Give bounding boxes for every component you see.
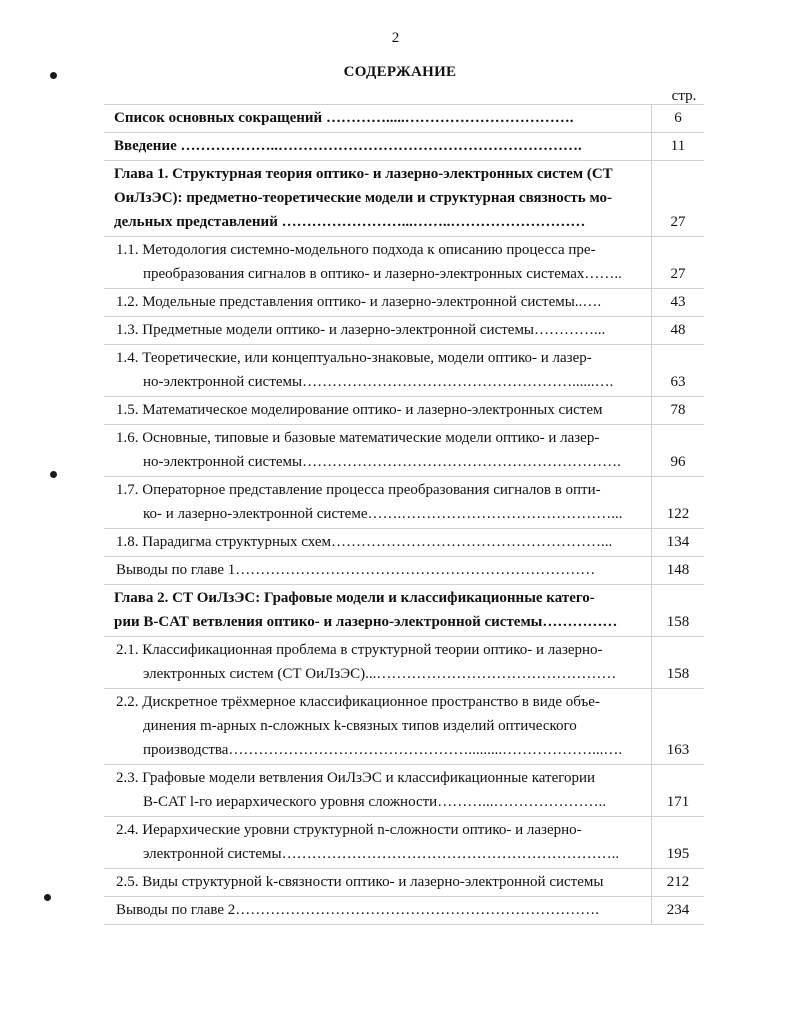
toc-entry-line: Введение ………………..……………………………………………………. bbox=[114, 138, 582, 154]
toc-row bbox=[104, 105, 704, 133]
toc-entry-line: 1.1. Методология системно-модельного подхода к описанию процесса пре- bbox=[116, 242, 596, 258]
toc-entry bbox=[104, 133, 652, 161]
toc-entry bbox=[104, 817, 652, 869]
toc-entry-line: 1.6. Основные, типовые и базовые математические модели оптико- и лазер- bbox=[116, 430, 600, 446]
toc-entry-line: электронных систем (СТ ОиЛзЭС)...………………………………………… bbox=[143, 666, 617, 682]
toc-entry-line: динения m-арных n-сложных k-связных типов изделий оптического bbox=[143, 718, 577, 734]
toc-entry-line: преобразования сигналов в оптико- и лазерно-электронных системах…….. bbox=[143, 266, 622, 282]
toc-entry bbox=[104, 637, 652, 689]
toc-row bbox=[104, 397, 704, 425]
toc-page-number: 96 bbox=[652, 425, 705, 477]
toc-page-number: 11 bbox=[652, 133, 705, 161]
toc-row bbox=[104, 133, 704, 161]
toc-row bbox=[104, 477, 704, 529]
toc-entry bbox=[104, 477, 652, 529]
toc-row bbox=[104, 289, 704, 317]
toc-entry bbox=[104, 689, 652, 765]
toc-row bbox=[104, 237, 704, 289]
toc-entry-line: Глава 2. СТ ОиЛзЭС: Графовые модели и классификационные катего- bbox=[114, 590, 595, 606]
toc-entry-line: 1.7. Операторное представление процесса преобразования сигналов в опти- bbox=[116, 482, 601, 498]
toc-page-number: 27 bbox=[652, 237, 705, 289]
toc-entry bbox=[104, 585, 652, 637]
toc-page-number: 234 bbox=[652, 897, 705, 925]
toc-page-number: 195 bbox=[652, 817, 705, 869]
toc-entry bbox=[104, 317, 652, 345]
toc-entry-line: Выводы по главе 2………………………………………………………………. bbox=[116, 902, 600, 918]
punch-hole-mark bbox=[50, 72, 57, 79]
toc-entry-line: 2.2. Дискретное трёхмерное классификационное пространство в виде объе- bbox=[116, 694, 600, 710]
toc-entry-line: Список основных сокращений ………….....……………………………. bbox=[114, 110, 574, 126]
toc-entry-line: 1.8. Парадигма структурных схем………………………………………………... bbox=[116, 534, 613, 550]
toc-row bbox=[104, 869, 704, 897]
toc-row bbox=[104, 585, 704, 637]
toc-entry bbox=[104, 897, 652, 925]
toc-entry bbox=[104, 105, 652, 133]
toc-page-number: 158 bbox=[652, 637, 705, 689]
toc-row bbox=[104, 529, 704, 557]
page-number: 2 bbox=[391, 30, 400, 46]
toc-entry-line: 2.1. Классификационная проблема в структурной теории оптико- и лазерно- bbox=[116, 642, 603, 658]
toc-entry-line: производства………………………………………….........………………...…. bbox=[143, 742, 623, 758]
toc-entry bbox=[104, 289, 652, 317]
toc-entry-line: но-электронной системы………………………………………………………. bbox=[143, 454, 621, 470]
toc-entry-line: 1.3. Предметные модели оптико- и лазерно-электронной системы…………... bbox=[116, 322, 606, 338]
toc-page-number: 43 bbox=[652, 289, 705, 317]
toc-entry-line: ко- и лазерно-электронной системе…….……………………………………... bbox=[143, 506, 623, 522]
toc-entry-line: Глава 1. Структурная теория оптико- и лазерно-электронных систем (СТ bbox=[114, 166, 613, 182]
toc-entry bbox=[104, 765, 652, 817]
toc-entry-line: Выводы по главе 1……………………………………………………………… bbox=[116, 562, 596, 578]
toc-page-number: 148 bbox=[652, 557, 705, 585]
toc-row bbox=[104, 557, 704, 585]
toc-entry-line: электронной системы………………………………………………………….. bbox=[143, 846, 620, 862]
punch-hole-mark bbox=[50, 471, 57, 478]
toc-page-number: 27 bbox=[652, 161, 705, 237]
toc-row bbox=[104, 637, 704, 689]
toc-entry-line: но-электронной системы………………………………………………......…. bbox=[143, 374, 614, 390]
toc-entry bbox=[104, 237, 652, 289]
document-title: СОДЕРЖАНИЕ bbox=[343, 64, 457, 80]
toc-row bbox=[104, 161, 704, 237]
toc-row bbox=[104, 897, 704, 925]
toc-page-number: 48 bbox=[652, 317, 705, 345]
toc-row bbox=[104, 317, 704, 345]
toc-entry-line: 2.5. Виды структурной k-связности оптико- и лазерно-электронной системы bbox=[116, 874, 604, 890]
toc-entry-line: ОиЛзЭС): предметно-теоретические модели и структурная связность мо- bbox=[114, 190, 612, 206]
toc-entry bbox=[104, 161, 652, 237]
toc-entry bbox=[104, 345, 652, 397]
toc-entry bbox=[104, 397, 652, 425]
toc-entry-line: 1.2. Модельные представления оптико- и лазерно-электронной системы..…. bbox=[116, 294, 602, 310]
toc-entry bbox=[104, 557, 652, 585]
toc-entry-line: 1.4. Теоретические, или концептуально-знаковые, модели оптико- и лазер- bbox=[116, 350, 592, 366]
toc-row bbox=[104, 817, 704, 869]
toc-row bbox=[104, 765, 704, 817]
punch-hole-mark bbox=[44, 894, 51, 901]
toc-page-number: 6 bbox=[652, 105, 705, 133]
toc-page-number: 122 bbox=[652, 477, 705, 529]
toc-page-number: 78 bbox=[652, 397, 705, 425]
toc-entry-line: дельных представлений ……………………...……..……………………… bbox=[114, 214, 586, 230]
toc-page-number: 63 bbox=[652, 345, 705, 397]
toc-page-number: 134 bbox=[652, 529, 705, 557]
toc-page-number: 163 bbox=[652, 689, 705, 765]
toc-entry-line: B-CAT l-го иерархического уровня сложности………...………………….. bbox=[143, 794, 606, 810]
toc-entry bbox=[104, 425, 652, 477]
toc-page-number: 158 bbox=[652, 585, 705, 637]
toc-row bbox=[104, 345, 704, 397]
toc-entry-line: 2.4. Иерархические уровни структурной n-сложности оптико- и лазерно- bbox=[116, 822, 582, 838]
page-column-header: стр. bbox=[671, 88, 697, 104]
toc-row bbox=[104, 425, 704, 477]
toc-entry-line: рии B-CAT ветвления оптико- и лазерно-электронной системы…………… bbox=[114, 614, 618, 630]
toc-entry bbox=[104, 869, 652, 897]
toc-page-number: 171 bbox=[652, 765, 705, 817]
toc-entry-line: 2.3. Графовые модели ветвления ОиЛзЭС и классификационные категории bbox=[116, 770, 596, 786]
toc-page-number: 212 bbox=[652, 869, 705, 897]
toc-row bbox=[104, 689, 704, 765]
toc-entry bbox=[104, 529, 652, 557]
toc-entry-line: 1.5. Математическое моделирование оптико- и лазерно-электронных систем bbox=[116, 402, 603, 418]
table-of-contents bbox=[104, 104, 704, 925]
